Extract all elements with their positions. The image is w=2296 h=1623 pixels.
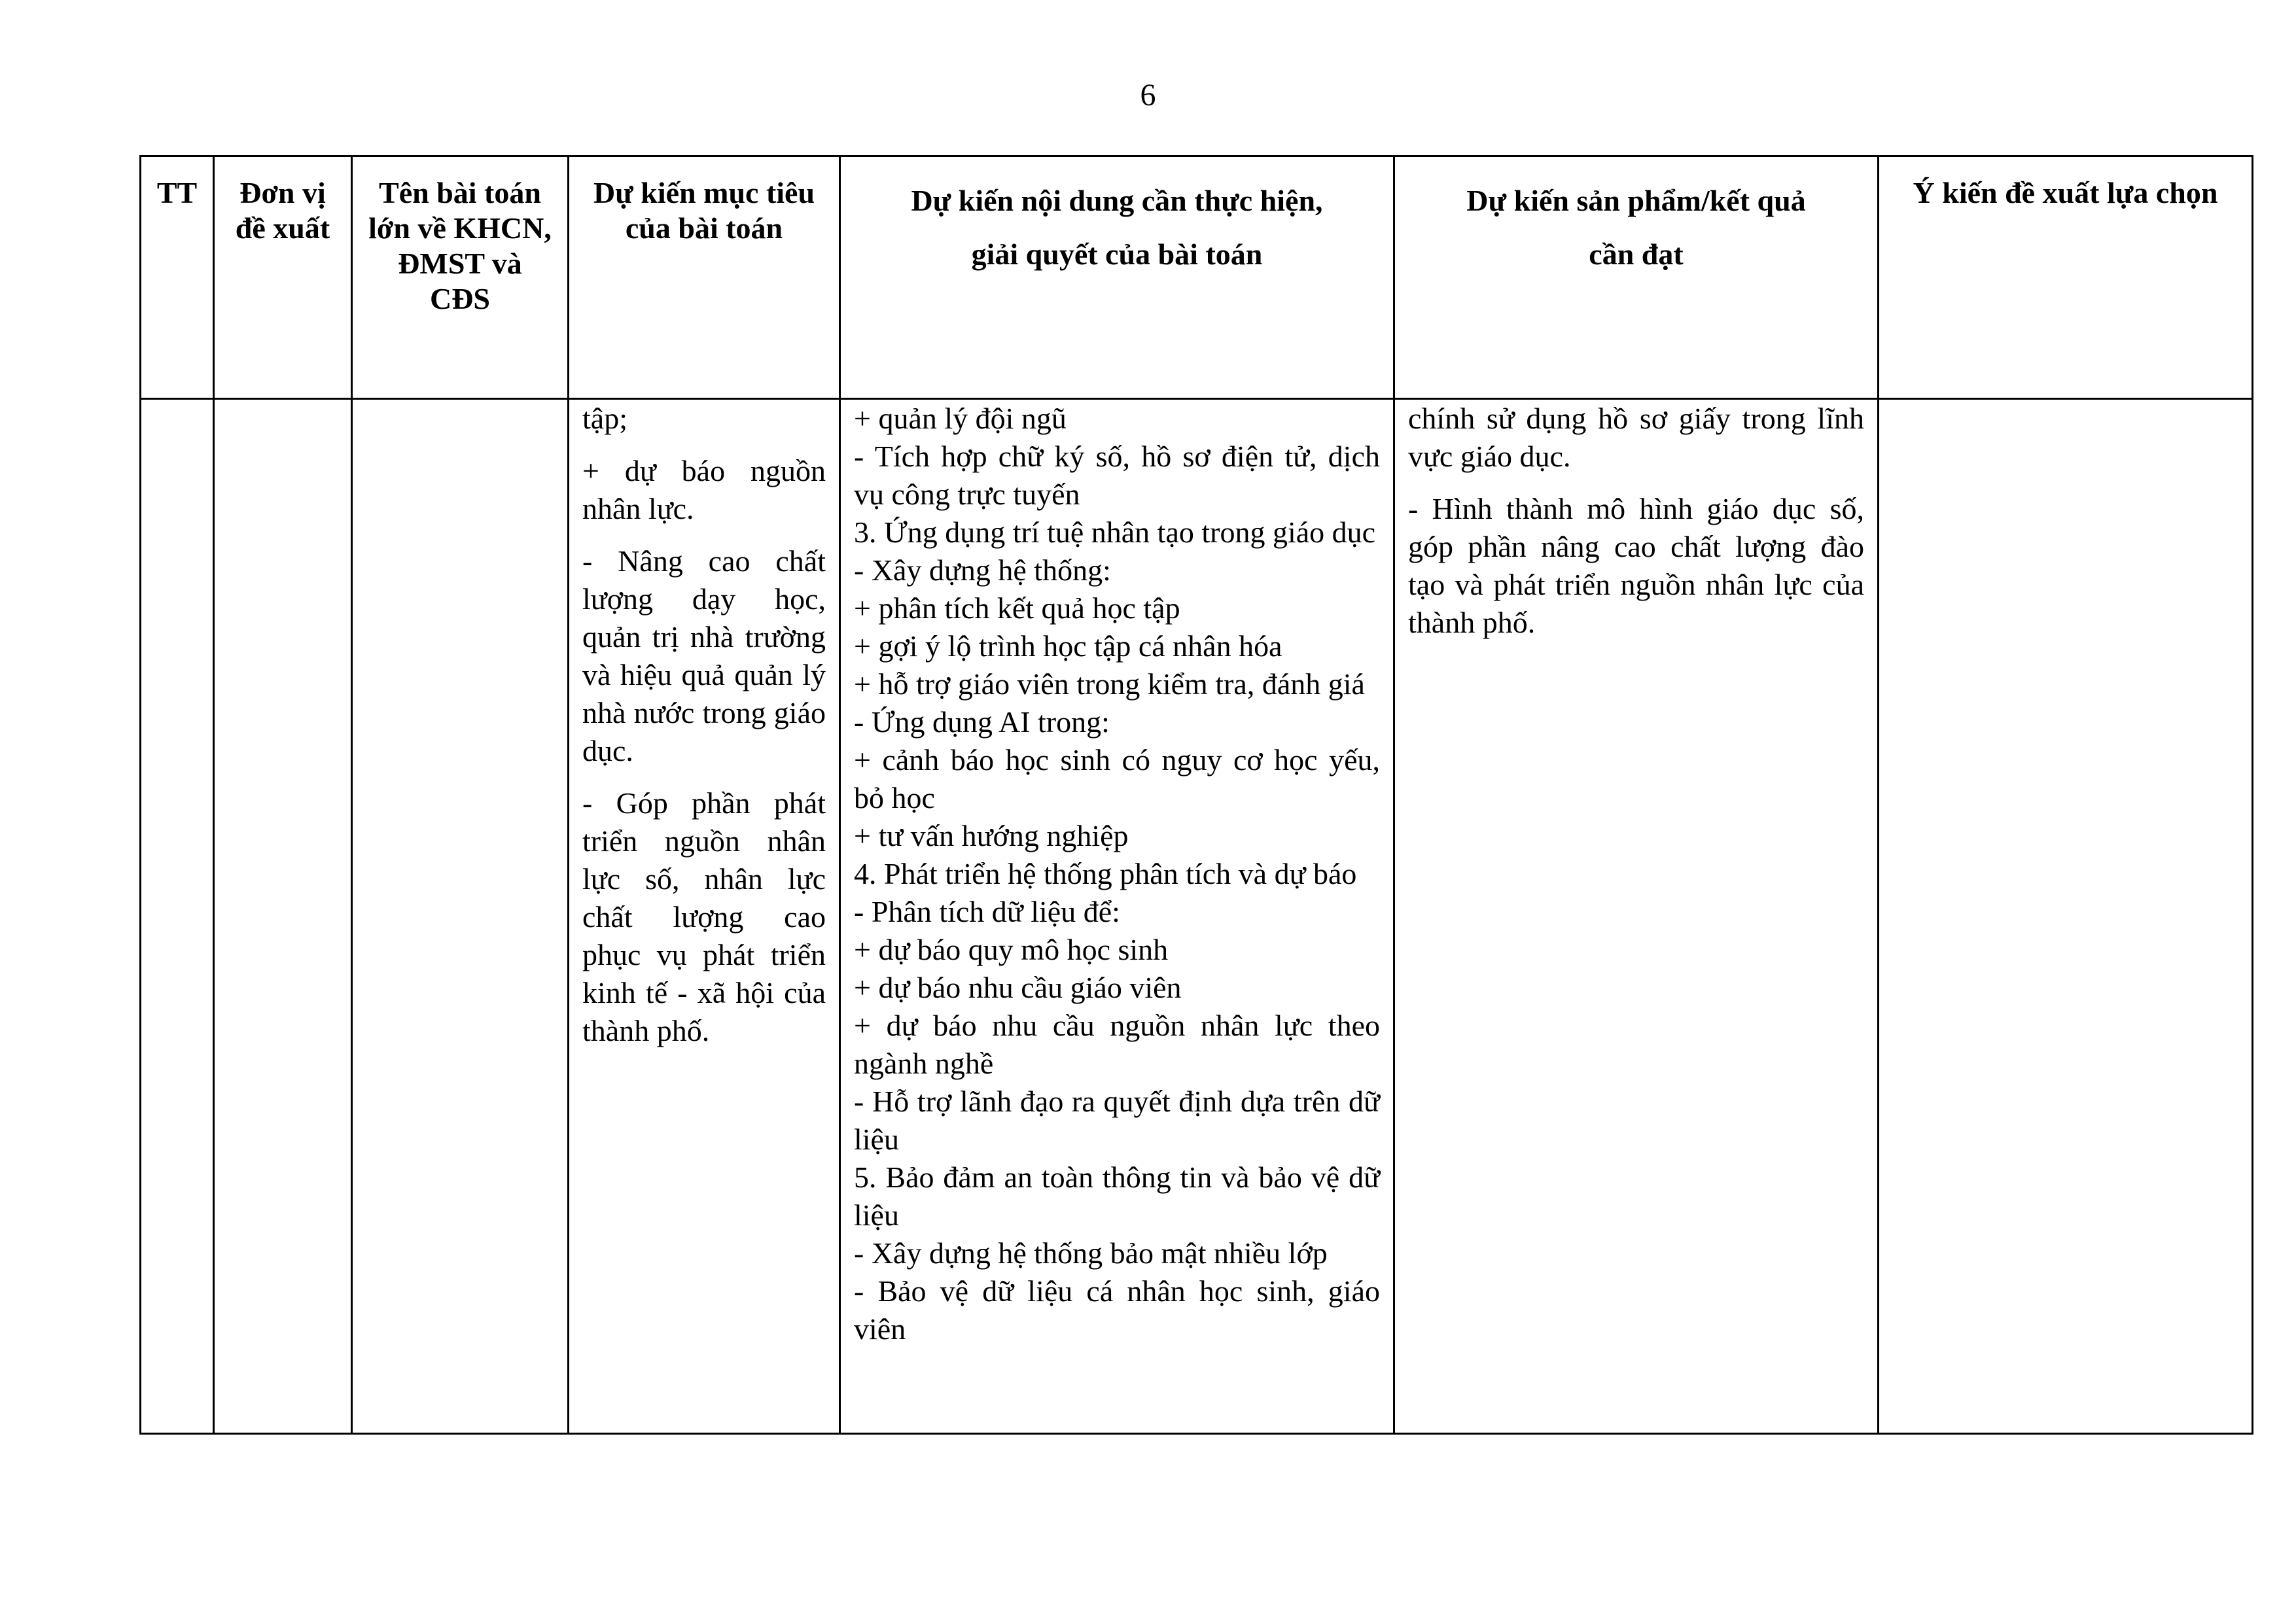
cell-noi-dung: [840, 399, 1394, 1434]
noi-dung-item: - Bảo vệ dữ liệu cá nhân học sinh, giáo viên: [854, 1274, 1380, 1346]
muc-tieu-item: - Góp phần phát triển nguồn nhân lực số, nhân lực chất lượng cao phục vụ phát triển kinh tế - xã hội của thành phố.: [582, 786, 826, 1047]
noi-dung-item: + dự báo quy mô học sinh: [854, 933, 1169, 966]
noi-dung-item: + gợi ý lộ trình học tập cá nhân hóa: [854, 629, 1282, 663]
muc-tieu-item: - Nâng cao chất lượng dạy học, quản trị nhà trường và hiệu quả quản lý nhà nước trong giáo dục.: [582, 544, 826, 767]
header-noi-dung-line2: giải quyết của bài toán: [971, 237, 1263, 271]
cell-don-vi: [214, 399, 352, 1434]
noi-dung-item: - Xây dựng hệ thống:: [854, 553, 1111, 587]
cell-tt: [141, 399, 214, 1434]
header-san-pham-line1: Dự kiến sản phẩm/kết quả: [1466, 184, 1806, 217]
noi-dung-item: 3. Ứng dụng trí tuệ nhân tạo trong giáo dục: [854, 515, 1376, 549]
header-muc-tieu: Dự kiến mục tiêu của bài toán: [569, 156, 840, 399]
noi-dung-item: + tư vấn hướng nghiệp: [854, 819, 1129, 852]
noi-dung-item: + dự báo nhu cầu giáo viên: [854, 971, 1182, 1004]
noi-dung-item: + quản lý đội ngũ: [854, 402, 1067, 435]
noi-dung-item: + hỗ trợ giáo viên trong kiểm tra, đánh giá: [854, 667, 1365, 701]
proposal-table: [139, 155, 2253, 1435]
header-san-pham: [1394, 156, 1879, 399]
header-ten-bai-toan: Tên bài toán lớn về KHCN, ĐMST và CĐS: [352, 156, 569, 399]
header-noi-dung-line1: Dự kiến nội dung cần thực hiện,: [911, 184, 1323, 217]
cell-y-kien: [1879, 399, 2253, 1434]
muc-tieu-item: tập;: [582, 402, 627, 435]
cell-san-pham: [1394, 399, 1879, 1434]
noi-dung-item: + dự báo nhu cầu nguồn nhân lực theo ngành nghề: [854, 1009, 1380, 1080]
noi-dung-item: + cảnh báo học sinh có nguy cơ học yếu, bỏ học: [854, 743, 1380, 814]
header-y-kien: Ý kiến đề xuất lựa chọn: [1879, 156, 2253, 399]
noi-dung-item: 5. Bảo đảm an toàn thông tin và bảo vệ dữ liệu: [854, 1161, 1380, 1232]
noi-dung-item: + phân tích kết quả học tập: [854, 591, 1180, 625]
table-row: [141, 399, 2253, 1434]
cell-ten-bai-toan: [352, 399, 569, 1434]
noi-dung-item: - Tích hợp chữ ký số, hồ sơ điện tử, dịch vụ công trực tuyến: [854, 440, 1380, 511]
san-pham-item: chính sử dụng hồ sơ giấy trong lĩnh vực giáo dục.: [1408, 402, 1864, 473]
noi-dung-item: - Xây dựng hệ thống bảo mật nhiều lớp: [854, 1236, 1328, 1270]
page-number: 6: [1140, 78, 1156, 113]
san-pham-item: - Hình thành mô hình giáo dục số, góp phần nâng cao chất lượng đào tạo và phát triển nguồn nhân lực của thành phố.: [1408, 492, 1864, 639]
cell-muc-tieu: [569, 399, 840, 1434]
header-tt: TT: [141, 156, 214, 399]
header-san-pham-line2: cần đạt: [1589, 237, 1684, 271]
noi-dung-item: 4. Phát triển hệ thống phân tích và dự báo: [854, 857, 1357, 890]
header-noi-dung: [840, 156, 1394, 399]
header-don-vi: Đơn vị đề xuất: [214, 156, 352, 399]
table-header-row: [141, 156, 2253, 399]
noi-dung-item: - Hỗ trợ lãnh đạo ra quyết định dựa trên dữ liệu: [854, 1085, 1380, 1156]
noi-dung-item: - Phân tích dữ liệu để:: [854, 895, 1120, 928]
muc-tieu-item: + dự báo nguồn nhân lực.: [582, 454, 826, 525]
noi-dung-item: - Ứng dụng AI trong:: [854, 705, 1110, 739]
